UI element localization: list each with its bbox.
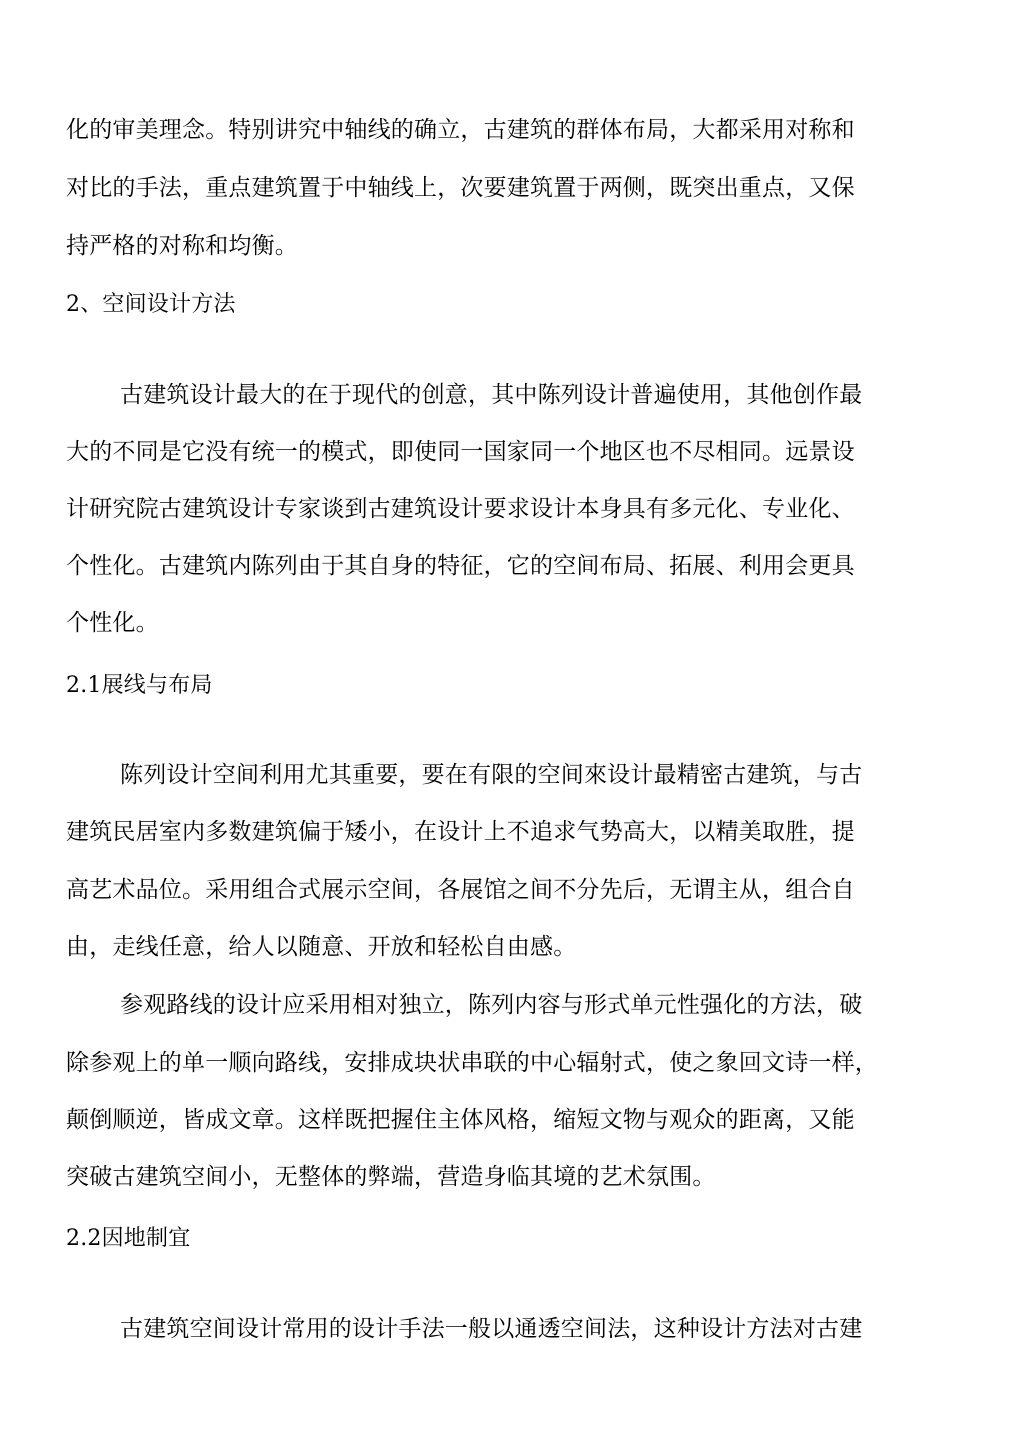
paragraph-line: 陈列设计空间利用尤其重要，要在有限的空间來设计最精密古建筑，与古 — [120, 762, 863, 788]
paragraph-line: 建筑民居室内多数建筑偏于矮小，在设计上不追求气势高大，以精美取胜，提 — [66, 819, 855, 845]
paragraph-line: 除参观上的单一顺向路线，安排成块状串联的中心辐射式，使之象回文诗一样， — [66, 1050, 878, 1076]
subsection-heading: 2.1展线与布局 — [66, 673, 213, 698]
paragraph-line: 大的不同是它没有统一的模式，即使同一国家同一个地区也不尽相同。远景设 — [66, 439, 855, 465]
paragraph-line: 计研究院古建筑设计专家谈到古建筑设计要求设计本身具有多元化、专业化、 — [66, 496, 855, 522]
paragraph-line: 高艺术品位。采用组合式展示空间，各展馆之间不分先后，无谓主从，组合自 — [66, 877, 855, 903]
paragraph-line: 参观路线的设计应采用相对独立，陈列内容与形式单元性强化的方法，破 — [120, 992, 863, 1018]
paragraph-line: 突破古建筑空间小，无整体的弊端，营造身临其境的艺术氛围。 — [66, 1164, 716, 1190]
section-heading: 2、空间设计方法 — [66, 292, 236, 317]
paragraph-line: 个性化。 — [66, 610, 159, 636]
subsection-heading: 2.2因地制宜 — [66, 1226, 191, 1251]
paragraph-line: 古建筑空间设计常用的设计手法一般以通透空间法，这种设计方法对古建 — [120, 1316, 863, 1342]
paragraph-line: 持严格的对称和均衡。 — [66, 233, 298, 259]
paragraph-line: 古建筑设计最大的在于现代的创意，其中陈列设计普遍使用，其他创作最 — [120, 382, 863, 408]
paragraph-line: 个性化。古建筑内陈列由于其自身的特征，它的空间布局、拓展、利用会更具 — [66, 553, 855, 579]
paragraph-line: 对比的手法，重点建筑置于中轴线上，次要建筑置于两侧，既突出重点，又保 — [66, 175, 855, 201]
paragraph-line: 化的审美理念。特别讲究中轴线的确立，古建筑的群体布局，大都采用对称和 — [66, 117, 855, 143]
paragraph-line: 颠倒顺逆，皆成文章。这样既把握住主体风格，缩短文物与观众的距离，又能 — [66, 1107, 855, 1133]
paragraph-line: 由，走线任意，给人以随意、开放和轻松自由感。 — [66, 934, 577, 960]
